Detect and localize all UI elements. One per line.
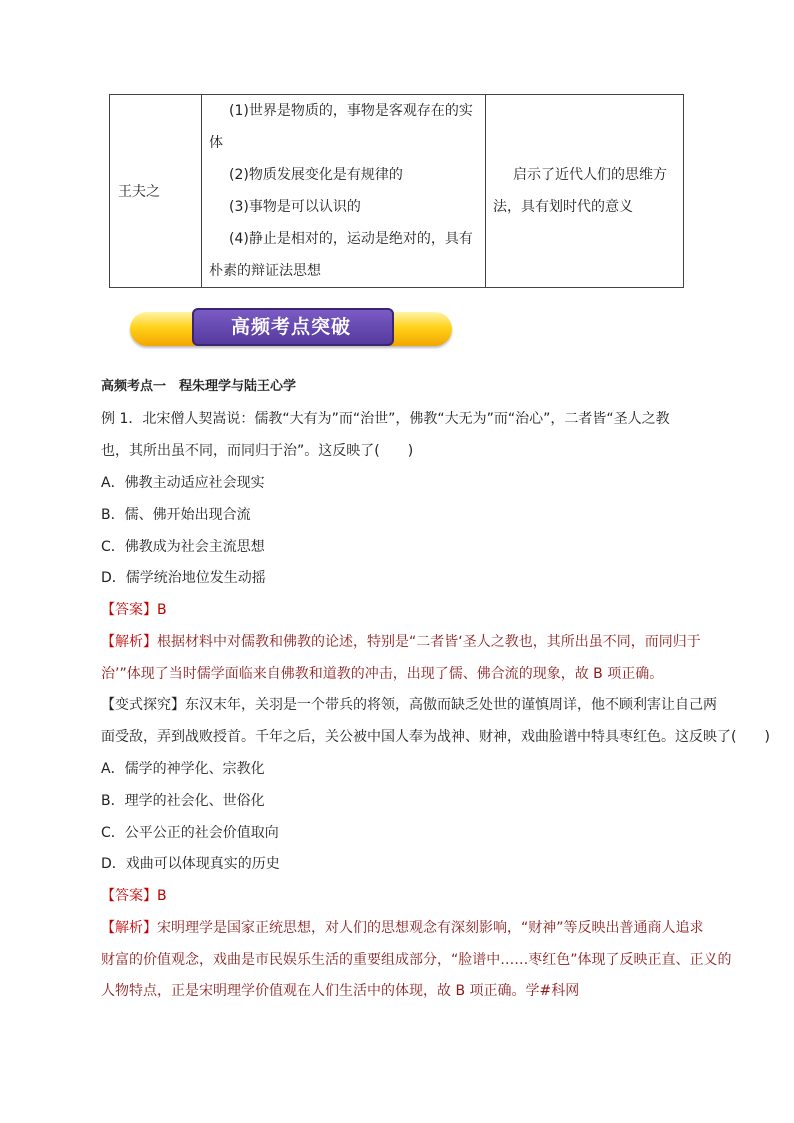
point-line: (1)世界是物质的，事物是客观存在的实: [229, 103, 473, 119]
banner-title: 高频考点突破: [230, 316, 351, 338]
point-line: (2)物质发展变化是有规律的: [229, 167, 403, 183]
significance-line: 启示了近代人们的思维方: [513, 167, 667, 183]
variant-tag: 【变式探究】: [101, 697, 185, 713]
significance-cell: [486, 95, 684, 288]
example1-answer: [101, 600, 167, 620]
example2-option-a: A．儒学的神学化、宗教化: [101, 761, 265, 777]
example2-answer: [101, 886, 167, 906]
example1-option-a: A．佛教主动适应社会现实: [101, 475, 265, 491]
example2-analysis-line1: [101, 918, 704, 938]
analysis-text: 根据材料中对儒教和佛教的论述，特别是“二者皆‘圣人之教也，其所出虽不同，而同归于: [157, 634, 701, 650]
thinker-points-cell: [202, 95, 486, 288]
answer-tag: 【答案】: [101, 888, 157, 904]
example2-option-c: C．公平公正的社会价值取向: [101, 825, 279, 841]
example2-option-b: B．理学的社会化、世俗化: [101, 793, 265, 809]
example1-option-b: B．儒、佛开始出现合流: [101, 507, 251, 523]
answer-value: B: [157, 888, 167, 904]
analysis-tag: 【解析】: [101, 920, 157, 936]
example2-question-line2: 面受敌，弄到战败授首。千年之后，关公被中国人奉为战神、财神，戏曲脸谱中特具枣红色。这反映了( ): [101, 729, 770, 745]
point-line: (3)事物是可以认识的: [229, 199, 361, 215]
analysis-tag: 【解析】: [101, 634, 157, 650]
answer-value: B: [157, 602, 167, 618]
example1-analysis-line1: [101, 632, 701, 652]
section-banner: [130, 308, 452, 348]
example1-question-line2: 也，其所出虽不同，而同归于治”。这反映了( ): [101, 443, 414, 459]
point-line: 朴素的辩证法思想: [209, 263, 321, 279]
point-line: (4)静止是相对的，运动是绝对的，具有: [229, 231, 473, 247]
example2-option-d: D．戏曲可以体现真实的历史: [101, 856, 280, 872]
answer-tag: 【答案】: [101, 602, 157, 618]
example2-analysis-line2: 财富的价值观念，戏曲是市民娱乐生活的重要组成部分，“脸谱中……枣红色”体现了反映正直、正义的: [101, 952, 732, 968]
thinker-name: 王夫之: [118, 184, 160, 200]
table-row: [110, 95, 684, 288]
example2-analysis-line3: 人物特点，正是宋明理学价值观在人们生活中的体现，故 B 项正确。学#科网: [101, 983, 580, 999]
example2-question-line1: [101, 695, 717, 715]
section-heading: 高频考点一 程朱理学与陆王心学: [101, 379, 297, 394]
example1-analysis-line2: 治’”体现了当时儒学面临来自佛教和道教的冲击，出现了儒、佛合流的现象，故 B 项正确。: [101, 666, 664, 682]
example1-question-line1: 例 1．北宋僧人契嵩说：儒教“大有为”而“治世”，佛教“大无为”而“治心”，二者皆“圣人之教: [101, 411, 670, 427]
significance-line: 法，具有划时代的意义: [493, 199, 633, 215]
thinker-name-cell: [110, 95, 202, 288]
example1-option-d: D．儒学统治地位发生动摇: [101, 570, 266, 586]
variant-text: 东汉末年，关羽是一个带兵的将领，高傲而缺乏处世的谨慎周详，他不顾利害让自己两: [185, 697, 717, 713]
point-line: 体: [209, 135, 223, 151]
analysis-text: 宋明理学是国家正统思想，对人们的思想观念有深刻影响，“财神”等反映出普通商人追求: [157, 920, 704, 936]
example1-option-c: C．佛教成为社会主流思想: [101, 539, 265, 555]
thinker-table: [109, 94, 684, 288]
